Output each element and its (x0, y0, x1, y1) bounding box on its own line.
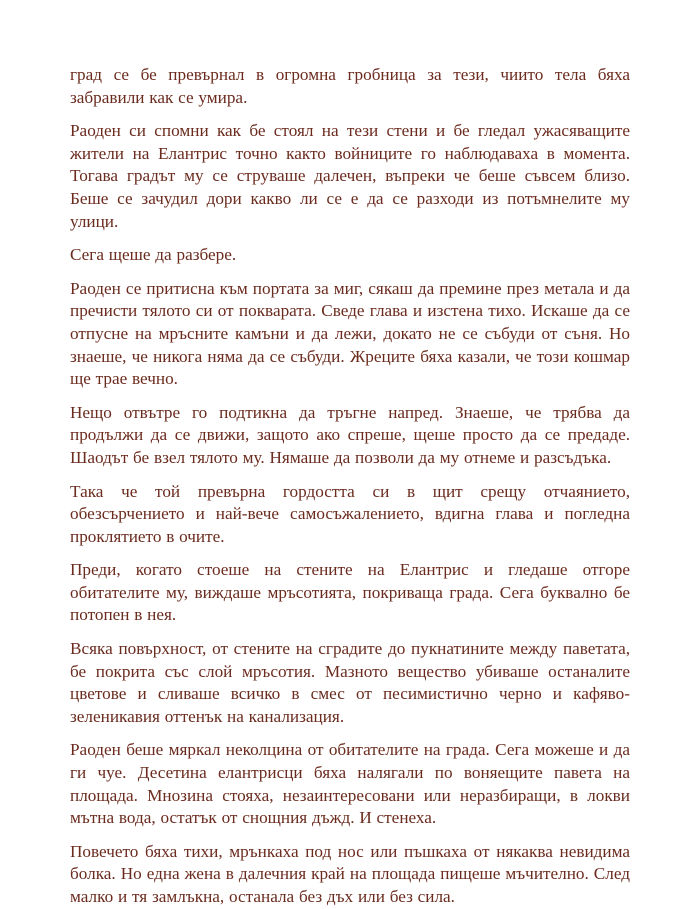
paragraph-3: Сега щеше да разбере. (70, 245, 237, 265)
paragraph-5: Нещо отвътре го подтикна да тръгне напред. Знаеше, че трябва да продължи да се движи, защото ако спреше, щеше просто да се предаде. Шаодът бе взел тялото му. Нямаше да позволи да му отнеме и разсъдъка. (70, 402, 630, 467)
paragraph-1: град се бе превърнал в огромна гробница за тези, чиито тела бяха забравили как се умира. (70, 65, 630, 107)
paragraph-4: Раоден се притисна към портата за миг, сякаш да премине през метала и да пречисти тялото си от покварата. Сведе глава и изстена тихо. Искаше да се отпусне на мръсните камъни и да лежи, докато не се събуди от съня. Но знаеше, че никога няма да се събуди. Жреците бяха казали, че този кошмар ще трае вечно. (70, 278, 630, 389)
paragraph-7: Преди, когато стоеше на стените на Елантрис и гледаше отгоре обитателите му, виждаше мръсотията, покриваща града. Сега буквално бе потопен в нея. (70, 560, 630, 625)
paragraph-2: Раоден си спомни как бе стоял на тези стени и бе гледал ужасяващите жители на Елантрис точно както войниците го наблюдаваха в момента. Тогава градът му се струваше далечен, въпреки че беше съвсем близо. Беше се зачудил дори какво ли се е да се разходи из потъмнелите му улици. (70, 121, 630, 231)
paragraph-10: Повечето бяха тихи, мрънкаха под нос или пъшкаха от някаква невидима болка. Но една жена в далечния край на площада пищеше мъчително. След малко и тя замлъкна, останала без дъх или без сила. (70, 841, 630, 906)
paragraph-9: Раоден беше мяркал неколцина от обитателите на града. Сега можеше и да ги чуе. Десетина елантрисци бяха налягали по воняещите павета на площада. Мнозина стояха, незаинтересовани или неразбиращи, в локви мътна вода, остатък от снощния дъжд. И стенеха. (70, 740, 630, 828)
paragraph-6: Така че той превърна гордостта си в щит срещу отчаянието, обезсърчението и най-вече самосъжалението, вдигна глава и погледна проклятието в очите. (70, 481, 630, 546)
paragraph-8: Всяка повърхност, от стените на сградите до пукнатините между паветата, бе покрита със слой мръсотия. Мазното вещество убиваше останалите цветове и сливаше всичко в смес от песимистично черно и кафяво-зеленикавия оттенък на канализация. (70, 639, 630, 726)
